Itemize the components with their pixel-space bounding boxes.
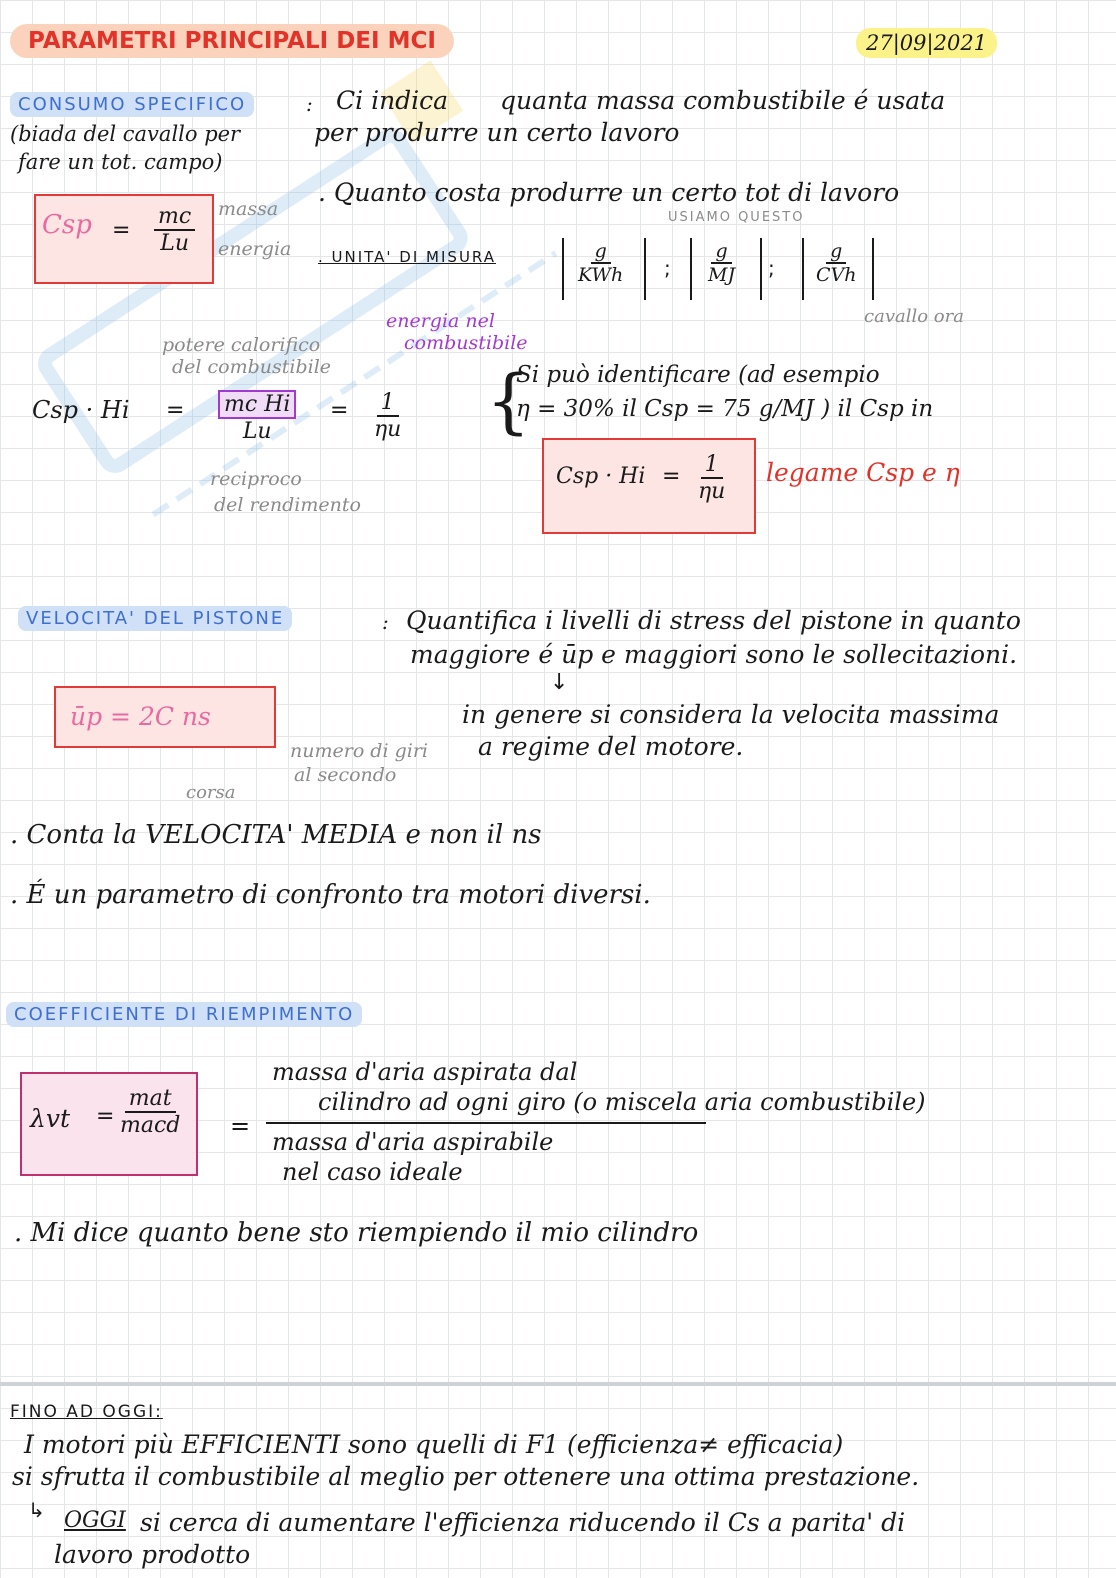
unit3-den: CVh [816, 264, 857, 286]
note-energia: energia nel [386, 310, 495, 332]
s4-line3: si cerca di aumentare l'efficienza riducendo il Cs a parita' di [140, 1508, 906, 1537]
lambda-formula-box [20, 1072, 198, 1176]
unit-sep-1: ; [664, 256, 671, 280]
unit-cvh [802, 238, 874, 300]
page-title-text: PARAMETRI PRINCIPALI DEI MCI [28, 28, 436, 54]
unit-mj [690, 238, 762, 300]
s3-fraction-bar [266, 1122, 706, 1124]
box-den: ηu [698, 479, 726, 504]
label-energia: energia [218, 238, 292, 260]
eq-equals-2: = [330, 398, 349, 423]
s4-line4: lavoro prodotto [54, 1540, 251, 1569]
csp-den: Lu [160, 231, 189, 256]
eq-rnum: 1 [377, 390, 399, 417]
example-line1: Si può identificare (ad esempio [516, 362, 880, 388]
unit-sep-2: ; [768, 256, 775, 280]
s4-oggi-tag: OGGI [64, 1508, 126, 1533]
al-secondo: al secondo [294, 764, 397, 786]
lambda-num: mat [125, 1086, 176, 1113]
box-eq: = [662, 464, 681, 489]
note-potere: potere calorifico [162, 334, 321, 356]
note-reciproco2: del rendimento [214, 494, 361, 516]
s2-colon: : [382, 610, 389, 634]
label-massa: massa [218, 198, 279, 220]
csp-lhs: Csp [42, 210, 92, 240]
s2-bullet2: . É un parametro di confronto tra motori diversi. [10, 880, 651, 910]
eq-rden: ηu [374, 417, 402, 442]
s1-bullet1: . Quanto costa produrre un certo tot di lavoro [318, 178, 900, 207]
lambda-eq: = [96, 1104, 115, 1129]
eq-den: Lu [242, 419, 272, 444]
unit2-num: g [711, 240, 731, 264]
s1-line1b: quanta massa combustibile é usata [500, 86, 946, 115]
s4-line2: si sfrutta il combustibile al meglio per ottenere una ottima prestazione. [12, 1462, 920, 1491]
cavallo-ora-note: cavallo ora [864, 306, 964, 327]
return-arrow-icon: ↳ [28, 1498, 45, 1522]
units-label: . UNITA' DI MISURA [318, 248, 496, 266]
example-line2: η = 30% il Csp = 75 g/MJ ) il Csp in [516, 396, 934, 422]
s3-rnum1: massa d'aria aspirata dal [272, 1058, 578, 1086]
note-potere2: del combustibile [172, 356, 332, 378]
s1-line2: per produrre un certo lavoro [314, 118, 680, 147]
s2-arrow: ↓ [550, 670, 569, 695]
section-heading-velocita: VELOCITA' DEL PISTONE [18, 606, 292, 631]
box-num: 1 [701, 452, 723, 479]
s1-side1: (biada del cavallo per [10, 122, 241, 146]
csp-formula-box [34, 194, 214, 284]
lambda-lhs: λvt [30, 1104, 71, 1133]
page-title [10, 24, 454, 58]
eq-rhs [370, 390, 405, 442]
lambda-fraction [116, 1086, 184, 1138]
s3-equals: = [230, 1112, 251, 1140]
numero-giri: numero di giri [290, 740, 428, 762]
section-divider [0, 1382, 1116, 1386]
s1-colon: : [306, 92, 313, 116]
s3-rden2: nel caso ideale [282, 1158, 463, 1186]
box-lhs: Csp · Hi [556, 464, 646, 489]
unit1-den: KWh [578, 264, 624, 286]
s4-line1: I motori più EFFICIENTI sono quelli di F1 (efficienza≠ efficacia) [24, 1430, 844, 1459]
csp-fraction [154, 204, 195, 256]
page-date: 27|09|2021 [856, 28, 997, 58]
csp-num: mc [154, 204, 195, 231]
s3-rden1: massa d'aria aspirabile [272, 1128, 554, 1156]
s1-side2: fare un tot. campo) [18, 150, 223, 174]
section-heading-coefficiente: COEFFICIENTE DI RIEMPIMENTO [6, 1002, 362, 1027]
eq-lhs: Csp · Hi [32, 396, 130, 424]
box-fraction [694, 452, 729, 504]
unit1-num: g [591, 240, 611, 264]
eq-num: mc Hi [218, 390, 296, 419]
legame-label: legame Csp e η [766, 458, 960, 487]
unit-kwh [562, 238, 646, 300]
s2-line1: Quantifica i livelli di stress del pistone in quanto [406, 606, 1021, 635]
up-formula: ūp = 2C ns [70, 702, 211, 731]
unit-mj-frac [704, 240, 739, 286]
s3-bullet: . Mi dice quanto bene sto riempiendo il mio cilindro [14, 1218, 699, 1248]
s1-line1a: Ci indica [336, 86, 449, 115]
csp-eq: = [112, 218, 131, 243]
unit-kwh-frac [574, 240, 627, 286]
unit-cvh-frac [812, 240, 861, 286]
unit2-den: MJ [708, 264, 736, 286]
s2-line4: a regime del motore. [478, 732, 744, 761]
note-energia2: combustibile [404, 332, 528, 354]
eq-equals-1: = [166, 398, 185, 423]
lambda-den: macd [120, 1113, 181, 1138]
s3-rnum2: cilindro ad ogni giro (o miscela aria combustibile) [318, 1088, 926, 1116]
unit3-num: g [826, 240, 846, 264]
section-heading-fino-ad-oggi: FINO AD OGGI: [10, 1402, 163, 1422]
corsa: corsa [186, 782, 236, 803]
note-reciproco: reciproco [210, 468, 302, 490]
up-formula-box [54, 686, 276, 748]
brace: { [486, 360, 531, 442]
s2-line3: in genere si considera la velocita massima [462, 700, 1000, 729]
eq-fraction [218, 390, 296, 444]
s2-bullet1: . Conta la VELOCITA' MEDIA e non il ns [10, 820, 542, 850]
s2-line2: maggiore é ūp e maggiori sono le sollecitazioni. [410, 640, 1018, 669]
section-heading-consumo: CONSUMO SPECIFICO [10, 92, 254, 117]
units-note: USIAMO QUESTO [668, 210, 805, 225]
legame-box [542, 438, 756, 534]
